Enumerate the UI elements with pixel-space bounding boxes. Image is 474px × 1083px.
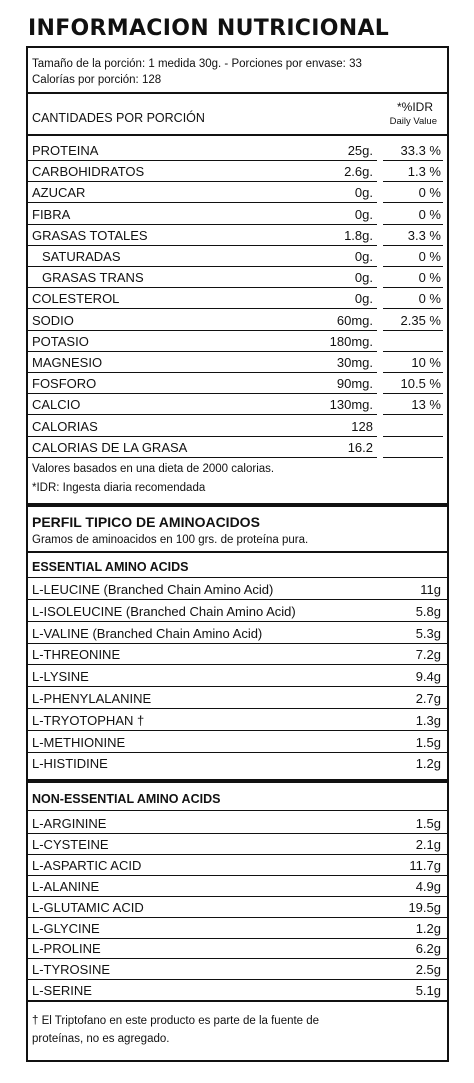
nutrient-name: GRASAS TOTALES	[32, 227, 148, 243]
nutrient-name: CALORIAS DE LA GRASA	[32, 439, 188, 455]
nutrient-daily-value: 3.3 %	[407, 227, 441, 243]
amino-profile-title: PERFIL TIPICO DE AMINOACIDOS	[32, 514, 260, 530]
amino-row	[28, 834, 447, 855]
amino-row	[28, 688, 447, 709]
amino-value: 11.7g	[409, 857, 441, 873]
amino-value: 11g	[420, 582, 441, 597]
nutrient-amount: 16.2	[347, 439, 373, 455]
nutrient-amount: 2.6g.	[344, 164, 373, 180]
amino-value: 5.1g	[415, 983, 441, 999]
amino-value: 1.3g	[415, 712, 441, 728]
amino-name: L-METHIONINE	[32, 734, 126, 750]
amino-name: L-ARGININE	[32, 816, 107, 831]
nutrient-daily-value: 13 %	[411, 397, 441, 413]
nutrient-name: POTASIO	[32, 333, 89, 349]
amino-row	[28, 876, 447, 897]
amino-name: L-ISOLEUCINE (Branched Chain Amino Acid)	[32, 603, 296, 619]
amino-name: L-PROLINE	[32, 941, 101, 957]
amino-value: 1.2g	[415, 920, 441, 936]
nutrient-name: FIBRA	[32, 206, 71, 222]
nutrient-amount: 0g.	[354, 185, 373, 201]
amino-name: L-PHENYLALANINE	[32, 691, 152, 706]
amino-value: 2.1g	[415, 836, 441, 852]
footnote-line1: † El Triptofano en este producto es parte de la fuente de	[32, 1015, 320, 1027]
nutrient-name: GRASAS TRANS	[42, 270, 144, 286]
calories-per-serving: Calorías por porción: 128	[32, 74, 162, 86]
amino-row	[28, 710, 447, 731]
nonessential-title: NON-ESSENTIAL AMINO ACIDS	[32, 792, 221, 806]
nutrient-row	[28, 310, 447, 331]
nutrient-amount: 90mg.	[336, 376, 373, 392]
footnote-line2: proteínas, no es agregado.	[32, 1033, 170, 1045]
amino-row	[28, 579, 447, 600]
nutrient-row	[28, 394, 447, 415]
amino-row	[28, 938, 447, 959]
nutrient-daily-value: 10.5 %	[400, 376, 441, 392]
nutrient-daily-value: 10 %	[411, 355, 441, 370]
nutrient-row	[28, 140, 447, 161]
amino-name: L-ASPARTIC ACID	[32, 857, 142, 873]
amino-row	[28, 959, 447, 980]
nutrient-row	[28, 161, 447, 182]
amino-name: L-GLYCINE	[32, 920, 100, 936]
divider	[28, 1000, 447, 1002]
divider	[28, 551, 447, 553]
amino-value: 6.2g	[415, 941, 441, 957]
amino-value: 2.7g	[415, 691, 441, 706]
amino-name: L-THREONINE	[32, 647, 121, 663]
note-dieta: Valores basados en una dieta de 2000 calorias.	[32, 463, 275, 475]
nutrient-daily-value: 2.35 %	[400, 312, 441, 328]
nutrient-name: SODIO	[32, 312, 74, 328]
divider	[28, 134, 447, 136]
nutrient-amount: 180mg.	[329, 333, 373, 349]
divider	[28, 577, 447, 578]
nutrient-amount: 128	[351, 418, 373, 434]
nutrient-name: SATURADAS	[42, 249, 121, 264]
amino-row	[28, 980, 447, 1001]
amino-value: 1.2g	[415, 756, 441, 772]
amino-value: 5.3g	[415, 625, 441, 641]
divider	[28, 779, 447, 783]
divider	[28, 810, 447, 811]
nutrient-daily-value: 0 %	[418, 206, 441, 222]
nutrition-table	[26, 46, 449, 1062]
nutrient-daily-value: 0 %	[418, 185, 441, 201]
amino-value: 19.5g	[408, 899, 441, 915]
nutrient-name: MAGNESIO	[32, 355, 103, 370]
nutrient-name: FOSFORO	[32, 376, 97, 392]
nutrient-daily-value: 1.3 %	[407, 164, 441, 180]
essential-title: ESSENTIAL AMINO ACIDS	[32, 560, 189, 574]
divider	[28, 92, 447, 94]
amino-row	[28, 644, 447, 665]
amino-name: L-CYSTEINE	[32, 836, 109, 852]
amino-name: L-TRYOTOPHAN †	[32, 712, 145, 728]
amino-value: 9.4g	[415, 669, 441, 685]
nutrient-amount: 25g.	[347, 143, 373, 158]
nutrient-amount: 1.8g.	[344, 227, 373, 243]
nutrient-row	[28, 182, 447, 203]
nutrient-daily-value: 0 %	[418, 291, 441, 307]
nutrient-name: COLESTEROL	[32, 291, 120, 307]
amino-row	[28, 918, 447, 939]
daily-value-header: Daily Value	[389, 116, 437, 127]
nutrient-row	[28, 246, 447, 267]
nutrient-amount: 0g.	[354, 206, 373, 222]
amino-row	[28, 666, 447, 687]
nutrient-name: CALCIO	[32, 397, 81, 413]
amino-name: L-HISTIDINE	[32, 756, 108, 772]
nutrient-amount: 0g.	[354, 270, 373, 286]
amino-name: L-VALINE (Branched Chain Amino Acid)	[32, 625, 263, 641]
amino-row	[28, 813, 447, 834]
amino-name: L-GLUTAMIC ACID	[32, 899, 144, 915]
divider	[28, 503, 447, 507]
nutrient-amount: 60mg.	[336, 312, 373, 328]
amino-value: 2.5g	[415, 962, 441, 978]
idr-header: *%IDR	[396, 100, 433, 114]
nutrient-row	[28, 416, 447, 437]
note-idr: *IDR: Ingesta diaria recomendada	[32, 482, 206, 494]
nutrient-name: CALORIAS	[32, 418, 98, 434]
nutrient-row	[28, 437, 447, 458]
amino-value: 1.5g	[415, 816, 441, 831]
amino-row	[28, 732, 447, 753]
amino-value: 1.5g	[415, 734, 441, 750]
amino-name: L-LEUCINE (Branched Chain Amino Acid)	[32, 582, 274, 597]
nutrient-row	[28, 225, 447, 246]
serving-size: Tamaño de la porción: 1 medida 30g. - Porciones por envase: 33	[32, 58, 362, 70]
nutrient-row	[28, 331, 447, 352]
nutrient-daily-value: 0 %	[418, 270, 441, 286]
amino-profile-subtitle: Gramos de aminoacidos en 100 grs. de proteína pura.	[32, 534, 309, 546]
amino-row	[28, 897, 447, 918]
row-rule	[28, 457, 377, 458]
nutrient-row	[28, 288, 447, 309]
nutrient-name: CARBOHIDRATOS	[32, 164, 145, 180]
nutrient-amount: 30mg.	[336, 355, 373, 370]
amounts-header: CANTIDADES POR PORCIÓN	[32, 111, 205, 125]
amino-row	[28, 601, 447, 622]
nutrient-row	[28, 267, 447, 288]
nutrient-name: AZUCAR	[32, 185, 86, 201]
nutrient-daily-value: 33.3 %	[400, 143, 441, 158]
page-title: INFORMACION NUTRICIONAL	[28, 16, 390, 41]
amino-name: L-LYSINE	[32, 669, 89, 685]
amino-row	[28, 855, 447, 876]
amino-row	[28, 753, 447, 774]
amino-value: 7.2g	[415, 647, 441, 663]
amino-row	[28, 623, 447, 644]
row-rule	[383, 457, 443, 458]
nutrient-row	[28, 204, 447, 225]
nutrient-daily-value: 0 %	[418, 249, 441, 264]
nutrient-amount: 130mg.	[329, 397, 373, 413]
amino-name: L-TYROSINE	[32, 962, 111, 978]
nutrient-amount: 0g.	[354, 291, 373, 307]
amino-name: L-ALANINE	[32, 878, 100, 894]
nutrient-amount: 0g.	[354, 249, 373, 264]
nutrient-row	[28, 373, 447, 394]
amino-name: L-SERINE	[32, 983, 92, 999]
amino-value: 5.8g	[415, 603, 441, 619]
nutrient-name: PROTEINA	[32, 143, 99, 158]
nutrient-row	[28, 352, 447, 373]
amino-value: 4.9g	[415, 878, 441, 894]
